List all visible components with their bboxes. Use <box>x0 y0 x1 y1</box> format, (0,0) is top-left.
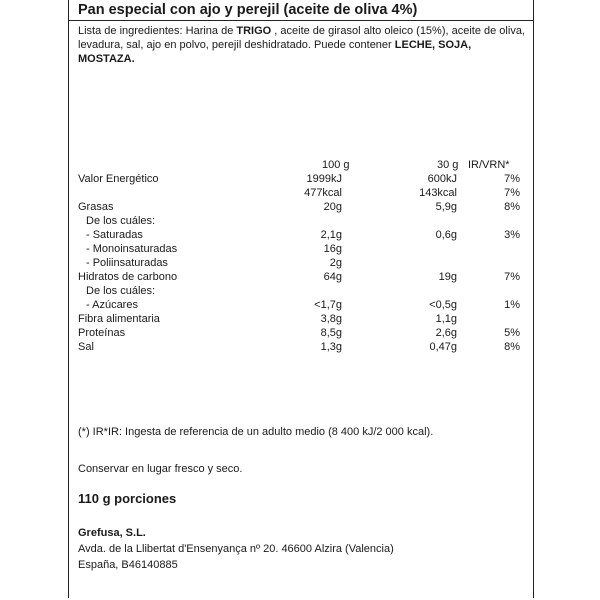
value-per-100g: 2,1g <box>320 229 342 241</box>
value-per-30g: 0,6g <box>435 229 457 241</box>
ingredients-list <box>78 24 528 66</box>
allergen-wheat: TRIGO <box>236 25 272 37</box>
nutrition-row <box>78 298 528 312</box>
nutrition-row <box>78 242 528 256</box>
value-per-30g: <0,5g <box>429 299 457 311</box>
value-ir-vrn: 8% <box>504 341 520 353</box>
value-per-100g: 20g <box>323 201 342 213</box>
title-divider <box>68 20 534 21</box>
value-per-30g: 600kJ <box>427 173 457 185</box>
nutrient-name: - Monoinsaturadas <box>86 243 178 255</box>
nutrient-name: Grasas <box>78 201 114 213</box>
value-per-100g: 3,8g <box>320 313 342 325</box>
value-ir-vrn: 7% <box>504 271 520 283</box>
header-30g: 30 g <box>437 159 459 171</box>
value-ir-vrn: 3% <box>504 229 520 241</box>
header-ir-vrn: IR/VRN* <box>468 159 510 171</box>
ingredients-text-1: Lista de ingredientes: Harina de <box>78 25 237 37</box>
nutrient-name: Valor Energético <box>78 173 159 185</box>
nutrient-name: - Poliinsaturadas <box>86 257 168 269</box>
value-per-100g: 16g <box>323 243 342 255</box>
nutrient-name: Fibra alimentaria <box>78 313 160 325</box>
nutrient-name: Hidratos de carbono <box>78 271 178 283</box>
nutrition-row <box>78 228 528 242</box>
nutrition-row <box>78 270 528 284</box>
nutrition-row <box>78 200 528 214</box>
nutrient-name: Sal <box>78 341 94 353</box>
value-per-30g: 1,1g <box>435 313 457 325</box>
nutrient-name: - Saturadas <box>86 229 143 241</box>
nutrition-row <box>78 312 528 326</box>
nutrition-row <box>78 284 528 298</box>
value-per-30g: 2,6g <box>435 327 457 339</box>
nutrition-row <box>78 256 528 270</box>
value-ir-vrn: 8% <box>504 201 520 213</box>
value-per-100g: 8,5g <box>320 327 342 339</box>
ingredients-text-2: , aceite de girasol alto oleico (15%), aceite de oliva, levadura, sal, ajo en polvo, perejil deshidratado. Puede contener <box>78 25 525 51</box>
nutrient-name: - Azúcares <box>86 299 138 311</box>
header-100g: 100 g <box>322 159 350 171</box>
company-name: Grefusa, S.L. <box>78 527 146 539</box>
value-per-100g: 2g <box>329 257 342 269</box>
nutrition-header-row <box>78 158 528 172</box>
value-per-30g: 19g <box>438 271 457 283</box>
value-per-100g: 477kcal <box>304 187 342 199</box>
allergen-traces: LECHE, SOJA, MOSTAZA. <box>78 39 472 65</box>
product-title: Pan especial con ajo y perejil (aceite de oliva 4%) <box>78 2 418 18</box>
value-per-100g: 64g <box>323 271 342 283</box>
value-ir-vrn: 5% <box>504 327 520 339</box>
nutrition-row <box>78 326 528 340</box>
nutrition-row <box>78 340 528 354</box>
company-country-id: España, B46140885 <box>78 559 178 571</box>
value-per-30g: 143kcal <box>419 187 457 199</box>
nutrition-row <box>78 186 528 200</box>
nutrient-name: De los cuáles: <box>86 285 156 297</box>
value-ir-vrn: 1% <box>504 299 520 311</box>
value-per-30g: 5,9g <box>435 201 457 213</box>
value-ir-vrn: 7% <box>504 173 520 185</box>
value-per-100g: 1,3g <box>320 341 342 353</box>
nutrient-name: De los cuáles: <box>86 215 156 227</box>
nutrition-row <box>78 172 528 186</box>
portions-info: 110 g porciones <box>78 491 177 506</box>
value-ir-vrn: 7% <box>504 187 520 199</box>
value-per-100g: <1,7g <box>314 299 342 311</box>
storage-instructions: Conservar en lugar fresco y seco. <box>78 463 243 475</box>
value-per-100g: 1999kJ <box>306 173 342 185</box>
nutrition-row <box>78 214 528 228</box>
reference-intake-footnote: (*) IR*IR: Ingesta de referencia de un adulto medio (8 400 kJ/2 000 kcal). <box>78 426 434 438</box>
value-per-30g: 0,47g <box>429 341 457 353</box>
company-address: Avda. de la Llibertat d'Ensenyança nº 20. 46600 Alzira (Valencia) <box>78 543 394 555</box>
nutrient-name: Proteínas <box>78 327 126 339</box>
